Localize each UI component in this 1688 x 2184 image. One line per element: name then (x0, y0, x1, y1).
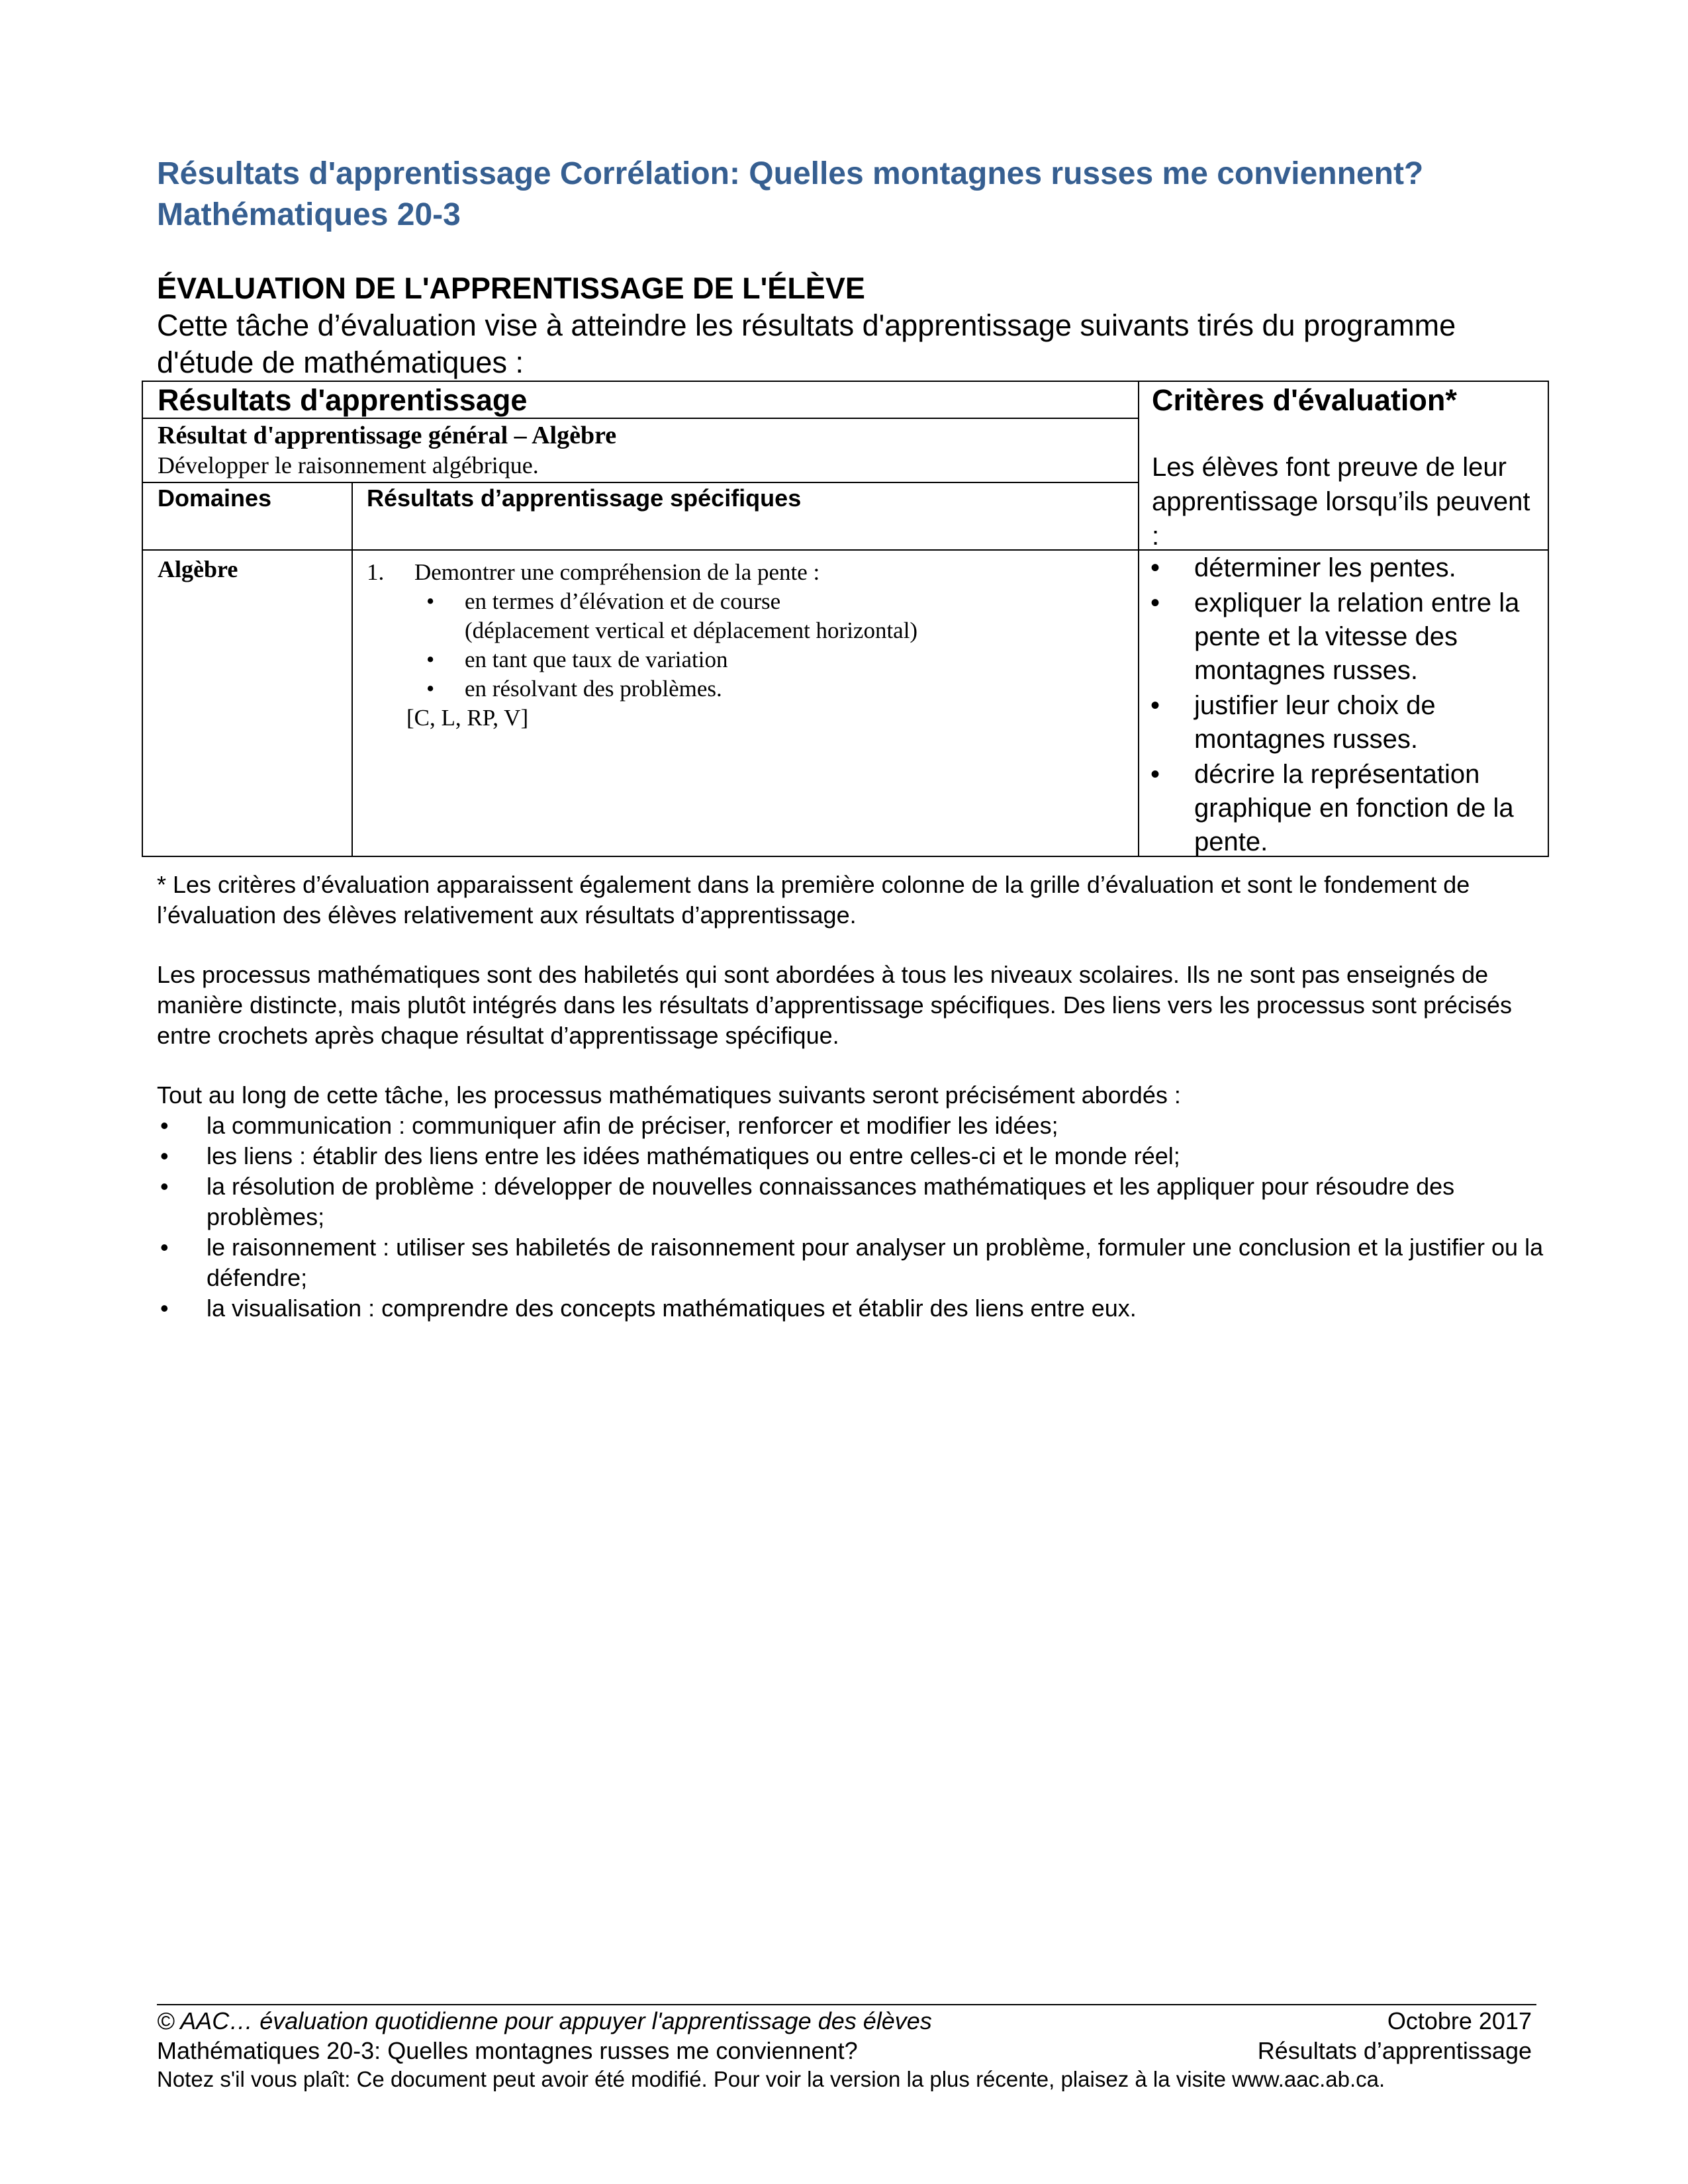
specific-bullet-1-cont: (déplacement vertical et déplacement horizontal) (465, 617, 918, 643)
process-item: • la visualisation : comprendre des concepts mathématiques et établir des liens entre eux. (157, 1293, 1560, 1324)
process-item: • le raisonnement : utiliser ses habiletés de raisonnement pour analyser un problème, formuler une conclusion et la justifier ou la défendre; (160, 1234, 1544, 1291)
document-title (157, 154, 1547, 236)
bullet-icon: • (1150, 553, 1160, 582)
footnote: * Les critères d’évaluation apparaissent également dans la première colonne de la grille d’évaluation et sont le fondement de l’évaluation des élèves relativement aux résultats d’apprentissage. (157, 871, 1470, 929)
process-item: • la communication : communiquer afin de préciser, renforcer et modifier les idées; (157, 1111, 1560, 1141)
specific-bullet-2: en tant que taux de variation (465, 647, 728, 672)
bullet-icon: • (1150, 691, 1160, 720)
bullet-icon: • (160, 1234, 169, 1261)
specific-outcomes-column-header: Résultats d’apprentissage spécifiques (367, 484, 802, 512)
criteria-item: • justifier leur choix de montagnes russes. (1143, 689, 1543, 756)
task-processes (157, 1080, 1560, 1324)
domain-algebra: Algèbre (158, 556, 238, 582)
criteria-item: • décrire la représentation graphique en fonction de la pente. (1143, 758, 1543, 859)
bullet-icon: • (160, 1295, 169, 1322)
specific-bullet-3: en résolvant des problèmes. (465, 676, 722, 702)
footer-date: Octobre 2017 (1387, 2007, 1532, 2034)
title-line-2: Mathématiques 20-3 (157, 197, 461, 232)
general-outcome-desc: Développer le raisonnement algébrique. (158, 452, 539, 478)
outcomes-header: Résultats d'apprentissage (158, 383, 528, 417)
bullet-icon: • (1150, 760, 1160, 789)
bullet-icon: • (426, 588, 435, 614)
outcome-main-text: Demontrer une compréhension de la pente : (414, 559, 820, 585)
outcome-number: 1. (367, 559, 385, 585)
footer-rule (157, 2004, 1536, 2005)
criteria-header: Critères d'évaluation* (1152, 383, 1457, 417)
bullet-icon: • (426, 676, 435, 702)
criteria-item: • expliquer la relation entre la pente et la vitesse des montagnes russes. (1143, 586, 1543, 688)
general-outcome-title: Résultat d'apprentissage général – Algèbre (158, 422, 617, 449)
process-item: • la résolution de problème : développer de nouvelles connaissances mathématiques et les appliquer pour résoudre des problèmes; (160, 1173, 1455, 1230)
bullet-icon: • (426, 647, 435, 672)
bullet-icon: • (1150, 588, 1160, 617)
domains-column-header: Domaines (158, 484, 272, 512)
bullet-icon: • (160, 1112, 169, 1139)
evaluation-heading: ÉVALUATION DE L'APPRENTISSAGE DE L'ÉLÈVE (157, 271, 865, 305)
process-item: • les liens : établir des liens entre les idées mathématiques ou entre celles-ci et le monde réel; (157, 1141, 1560, 1171)
criteria-item: • déterminer les pentes. (1143, 551, 1543, 585)
criteria-list (1143, 551, 1543, 860)
footer-course: Mathématiques 20-3: Quelles montagnes russes me conviennent? (157, 2037, 858, 2064)
footer-notice: Notez s'il vous plaît: Ce document peut avoir été modifié. Pour voir la version la plus récente, plaisez à la visite www.aac.ab.ca. (157, 2067, 1385, 2091)
intro-paragraph: Cette tâche d’évaluation vise à atteindre les résultats d'apprentissage suivants tirés du programme d'étude de mathématiques : (157, 308, 1456, 379)
footer-copyright: © AAC… évaluation quotidienne pour appuyer l'apprentissage des élèves (157, 2007, 932, 2034)
criteria-intro: Les élèves font preuve de leur apprentissage lorsqu’ils peuvent : (1152, 453, 1530, 551)
specific-bullet-1: en termes d’élévation et de course (465, 588, 781, 614)
bullet-icon: • (160, 1142, 169, 1169)
title-line-1: Résultats d'apprentissage Corrélation: Quelles montagnes russes me conviennent? (157, 156, 1424, 191)
specific-outcome (367, 558, 1128, 849)
footer-doc-type: Résultats d’apprentissage (1257, 2037, 1532, 2064)
outcomes-table (142, 381, 1549, 857)
process-codes: [C, L, RP, V] (406, 705, 529, 731)
task-intro: Tout au long de cette tâche, les processus mathématiques suivants seront précisément abordés : (157, 1081, 1181, 1109)
bullet-icon: • (160, 1173, 169, 1200)
processes-paragraph: Les processus mathématiques sont des habiletés qui sont abordées à tous les niveaux scolaires. Ils ne sont pas enseignés de manière distincte, mais plutôt intégrés dans les résultats d’apprentissage spécifiques. Des liens vers les processus sont précisés entre crochets après chaque résultat d’apprentissage spécifique. (157, 961, 1512, 1049)
